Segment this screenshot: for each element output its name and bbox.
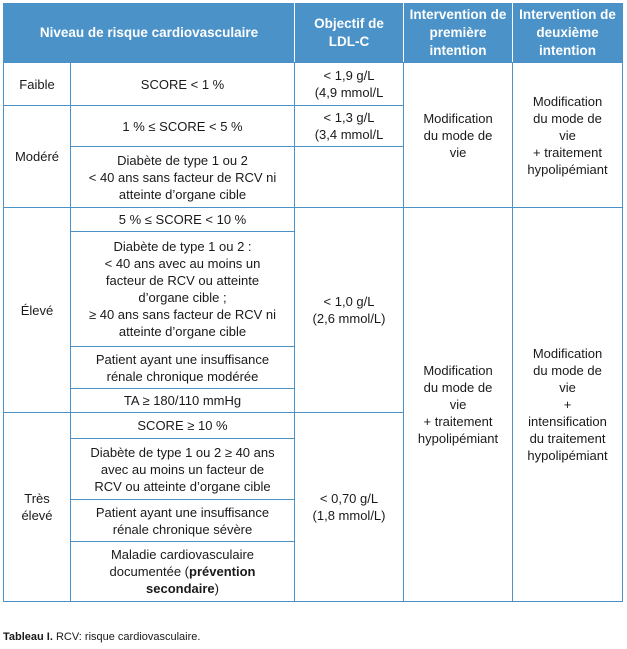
line: hypolipémiant [527, 448, 608, 463]
first-line-high [404, 208, 513, 602]
line: Modification [423, 363, 493, 378]
ldl-modere-empty [295, 147, 404, 208]
line: du mode de [533, 363, 602, 378]
line: facteur de RCV ou atteinte [105, 273, 260, 288]
line: Diabète de type 1 ou 2 [117, 152, 248, 168]
row-faible [4, 63, 623, 106]
criterion-tres-eleve-score: SCORE ≥ 10 % [71, 413, 295, 439]
line: ≥ 40 ans sans facteur de RCV ni [88, 307, 277, 322]
line: du mode de [423, 380, 493, 395]
criterion-modere-diabetes [71, 147, 295, 208]
text: documentée ( [109, 564, 190, 579]
line: + traitement [423, 414, 493, 429]
header-row [4, 4, 623, 63]
line: Modification [532, 93, 603, 109]
caption-text: RCV: risque cardiovasculaire. [52, 631, 201, 643]
ldl-mmol: (2,6 mmol/L) [312, 311, 386, 326]
ldl-mmol: (4,9 mmol/L [314, 85, 384, 100]
header-ldl-target: Objectif de LDL-C [295, 4, 404, 63]
line: du mode de [533, 110, 602, 126]
header-first-line: Intervention de première intention [404, 4, 513, 63]
line: atteinte d’organe cible [118, 324, 247, 339]
criterion-faible: SCORE < 1 % [71, 63, 295, 106]
line: Patient ayant une insuffisance [95, 351, 270, 367]
line: hypolipémiant [527, 161, 608, 177]
criterion-tres-eleve-cvd [71, 542, 295, 602]
caption-label: Tableau I. [3, 631, 53, 643]
line: rénale chronique modérée [106, 368, 259, 384]
table-caption [3, 631, 200, 643]
ldl-value: < 1,9 g/L [323, 68, 375, 83]
bold-text: prévention [189, 564, 256, 579]
line: du traitement [529, 431, 606, 446]
line: Modification [532, 346, 603, 361]
ldl-value: < 0,70 g/L [319, 491, 379, 506]
line: hypolipémiant [417, 431, 499, 446]
criterion-tres-eleve-kidney [71, 500, 295, 542]
ldl-mmol: (1,8 mmol/L) [312, 508, 386, 523]
line: Diabète de type 1 ou 2 : [113, 239, 252, 254]
cardiovascular-risk-table [3, 3, 623, 602]
ldl-modere [295, 106, 404, 147]
line: Modification [423, 110, 493, 126]
line: Patient ayant une insuffisance [95, 504, 270, 520]
line: d’organe cible ; [138, 290, 227, 305]
line: vie [449, 397, 467, 412]
level-eleve: Élevé [4, 208, 71, 413]
line: intensification [528, 414, 607, 429]
line: du mode de [423, 127, 493, 143]
line: vie [559, 380, 576, 395]
level-modere: Modéré [4, 106, 71, 208]
second-line-low [513, 63, 623, 208]
line: vie [559, 127, 576, 143]
ldl-value: < 1,3 g/L [323, 110, 375, 125]
line: atteinte d’organe cible [118, 186, 247, 202]
second-line-high [513, 208, 623, 602]
criterion-tres-eleve-diabetes [71, 439, 295, 500]
line: RCV ou atteinte d’organe cible [94, 478, 271, 494]
criterion-modere-score: 1 % ≤ SCORE < 5 % [71, 106, 295, 147]
line: + traitement [533, 144, 603, 160]
level-tres-eleve [4, 413, 71, 602]
ldl-tres-eleve [295, 413, 404, 602]
first-line-low [404, 63, 513, 208]
level-faible: Faible [4, 63, 71, 106]
criterion-eleve-score: 5 % ≤ SCORE < 10 % [71, 208, 295, 232]
bold-text: secondaire [146, 581, 215, 596]
ldl-eleve [295, 208, 404, 413]
header-second-line: Intervention de deuxième intention [513, 4, 623, 63]
line: élevé [21, 508, 53, 523]
line: + [563, 397, 572, 412]
ldl-mmol: (3,4 mmol/L [314, 127, 384, 142]
line: Diabète de type 1 ou 2 ≥ 40 ans [90, 444, 275, 460]
line: vie [449, 144, 467, 160]
line: < 40 ans avec au moins un [104, 256, 261, 271]
line: Maladie cardiovasculaire [110, 547, 255, 562]
criterion-eleve-bp: TA ≥ 180/110 mmHg [71, 389, 295, 413]
line: avec au moins un facteur de [100, 461, 265, 477]
row-eleve-1 [4, 208, 623, 232]
text: ) [214, 581, 219, 596]
criterion-eleve-diabetes [71, 232, 295, 347]
line: Très [24, 491, 50, 506]
line [75, 563, 290, 580]
ldl-faible [295, 63, 404, 106]
criterion-eleve-kidney [71, 347, 295, 389]
header-risk-level: Niveau de risque cardiovasculaire [4, 4, 295, 63]
line [75, 580, 290, 597]
line: rénale chronique sévère [112, 521, 253, 537]
line: < 40 ans sans facteur de RCV ni [88, 169, 277, 185]
ldl-value: < 1,0 g/L [323, 294, 375, 309]
